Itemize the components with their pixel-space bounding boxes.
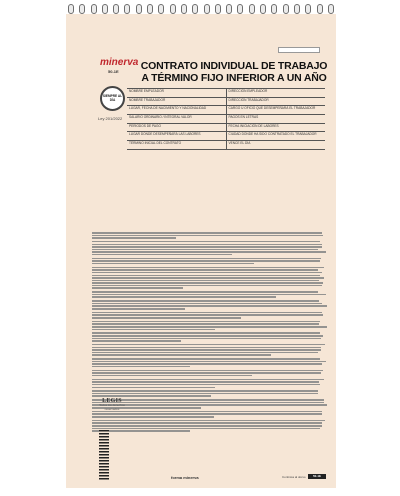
text-line [92, 395, 211, 397]
text-line [92, 317, 241, 319]
text-line [92, 332, 320, 334]
text-line [92, 251, 326, 253]
binding-ring [249, 4, 255, 14]
text-line [92, 428, 320, 430]
text-line [92, 413, 322, 415]
clause-paragraph [92, 344, 327, 356]
binding-ring [181, 4, 187, 14]
clause-paragraph [92, 267, 327, 289]
text-line [92, 275, 320, 277]
text-line [92, 305, 327, 307]
binding-ring [260, 4, 266, 14]
footer-brand: forma minerva [171, 475, 199, 480]
binding-ring [283, 4, 289, 14]
work-location-field[interactable]: LUGAR DONDE DESEMPEÑARÁ LAS LABORES [129, 132, 201, 137]
brand-logo: minerva [100, 57, 139, 68]
text-line [92, 294, 326, 296]
footer-form-code: 50-1E [308, 474, 326, 479]
text-line [92, 422, 322, 424]
employer-name-field[interactable]: NOMBRE EMPLEADOR [129, 89, 164, 93]
text-line [92, 344, 325, 346]
text-line [92, 287, 183, 289]
text-line [92, 354, 271, 356]
binding-ring [294, 4, 300, 14]
text-line [92, 296, 276, 298]
worker-address-field[interactable]: DIRECCIÓN TRABAJADOR [226, 98, 326, 106]
start-date-field[interactable]: FECHA INICIACIÓN DE LABORES [226, 124, 326, 132]
document-title-line-2: A TÉRMINO FIJO INFERIOR A UN AÑO [141, 72, 327, 84]
text-line [92, 263, 254, 265]
text-line [92, 372, 321, 374]
binding-ring [102, 4, 108, 14]
clause-paragraph [92, 332, 327, 341]
text-line [92, 363, 322, 365]
text-line [92, 249, 318, 251]
employer-address-field[interactable]: DIRECCIÓN EMPLEADOR [226, 89, 326, 97]
text-line [92, 366, 190, 368]
text-line [92, 323, 319, 325]
text-line [92, 312, 322, 314]
expiration-date-field[interactable]: VENCE EL DÍA [226, 141, 326, 149]
serial-number-box [278, 47, 320, 53]
binding-ring [158, 4, 164, 14]
text-line [92, 237, 176, 239]
birth-info-field[interactable]: LUGAR, FECHA DE NACIMIENTO Y NACIONALIDAD [129, 106, 207, 111]
clause-paragraph [92, 379, 327, 388]
binding-ring [147, 4, 153, 14]
clause-paragraph [92, 358, 327, 367]
worker-name-field[interactable]: NOMBRE TRABAJADOR [129, 97, 166, 102]
binding-ring [328, 4, 334, 14]
clause-paragraph [92, 258, 327, 265]
form-row [127, 115, 325, 124]
clause-paragraph [92, 300, 327, 309]
binding-ring [136, 4, 142, 14]
form-row [127, 89, 325, 98]
text-line [92, 321, 320, 323]
clause-paragraph [92, 232, 327, 239]
text-line [92, 282, 323, 284]
job-position-field[interactable]: CARGO U OFICIO QUE DESEMPEÑARÁ EL TRABAJADOR [226, 106, 326, 114]
text-line [92, 361, 326, 363]
law-reference: Ley 201/2022 [98, 116, 123, 121]
binding-ring [215, 4, 221, 14]
siempre-al-dia-seal [100, 86, 125, 111]
text-line [92, 314, 323, 316]
text-line [92, 326, 327, 328]
text-line [92, 291, 318, 293]
text-line [92, 375, 252, 377]
salary-in-words-field[interactable]: PAGOS EN LETRAS [226, 115, 326, 123]
clause-paragraph [92, 390, 327, 397]
text-line [92, 260, 320, 262]
hiring-city-field[interactable]: CIUDAD DONDE HA SIDO CONTRATADO EL TRABAJADOR [226, 132, 326, 140]
binding-ring [79, 4, 85, 14]
text-line [92, 308, 185, 310]
text-line [92, 277, 324, 279]
barcode [99, 430, 109, 480]
binding-ring [204, 4, 210, 14]
seal-text: SIEMPRE AL DÍA [102, 93, 123, 102]
text-line [92, 425, 322, 427]
text-line [92, 352, 318, 354]
binding-ring [68, 4, 74, 14]
clause-paragraph [92, 321, 327, 330]
binding-ring [237, 4, 243, 14]
text-line [92, 416, 214, 418]
clause-paragraph [92, 241, 327, 255]
text-line [92, 340, 181, 342]
text-line [92, 349, 321, 351]
binding-ring [271, 4, 277, 14]
text-line [92, 338, 321, 340]
text-line [92, 232, 322, 234]
text-line [92, 303, 322, 305]
contract-form-table [127, 88, 325, 150]
binding-ring [124, 4, 130, 14]
salary-field[interactable]: SALARIO ORDINARIO / INTEGRAL VALOR [129, 115, 192, 120]
form-row [127, 98, 325, 107]
binding-ring [113, 4, 119, 14]
text-line [92, 384, 320, 386]
text-line [92, 411, 322, 413]
form-row [127, 106, 325, 115]
text-line [92, 300, 319, 302]
text-line [92, 280, 319, 282]
text-line [92, 246, 322, 248]
text-line [92, 272, 322, 274]
text-line [92, 258, 321, 260]
text-line [92, 254, 232, 256]
contract-clauses [92, 232, 327, 434]
text-line [92, 285, 322, 287]
text-line [92, 379, 324, 381]
text-line [92, 404, 327, 406]
binding-ring [192, 4, 198, 14]
binding-ring [305, 4, 311, 14]
rights-notice: Todos los derechos reservados [99, 403, 125, 411]
text-line [92, 329, 215, 331]
text-line [92, 393, 318, 395]
continues-on-back-label: Continúa al dorso [282, 475, 306, 479]
text-line [92, 267, 324, 269]
text-line [92, 420, 325, 422]
text-line [92, 335, 323, 337]
binding-ring [170, 4, 176, 14]
form-row [127, 141, 325, 150]
text-line [92, 370, 323, 372]
text-line [92, 244, 322, 246]
clause-paragraph [92, 411, 327, 418]
document-title-line-1: CONTRATO INDIVIDUAL DE TRABAJO [140, 60, 328, 72]
clause-paragraph [92, 399, 327, 408]
clause-paragraph [92, 420, 327, 432]
form-code: 50-1E [108, 69, 119, 74]
binding-ring [91, 4, 97, 14]
text-line [92, 347, 321, 349]
text-line [92, 235, 323, 237]
initial-term-field[interactable]: TÉRMINO INICIAL DEL CONTRATO [129, 141, 182, 146]
clause-paragraph [92, 312, 327, 319]
form-row [127, 124, 325, 133]
clause-paragraph [92, 291, 327, 298]
publisher-block [97, 398, 127, 411]
text-line [92, 387, 215, 389]
pay-periods-field[interactable]: PERÍODOS DE PAGO [129, 123, 161, 128]
text-line [92, 358, 320, 360]
text-line [92, 381, 319, 383]
text-line [92, 269, 318, 271]
binding-ring [317, 4, 323, 14]
legis-logo: LEGIS [102, 398, 122, 404]
text-line [92, 241, 320, 243]
clause-paragraph [92, 370, 327, 377]
text-line [92, 390, 318, 392]
form-row [127, 132, 325, 141]
binding-ring [226, 4, 232, 14]
